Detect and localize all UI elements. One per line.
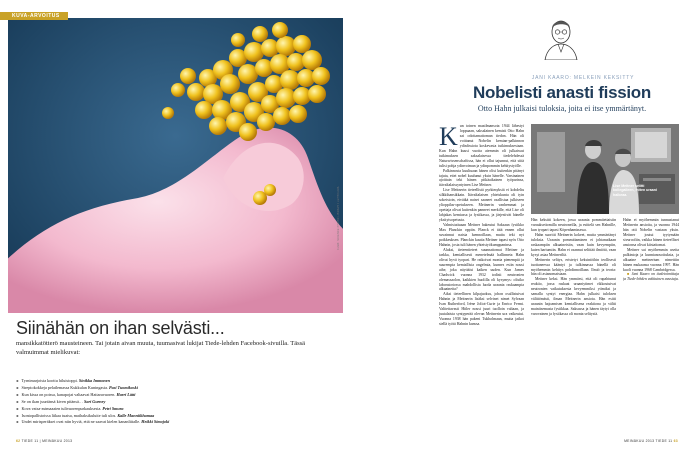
spore-illustration [8, 18, 343, 313]
left-folio [16, 439, 72, 443]
lead-text: mansikkatötterö mausteineen. Tai jotain aivan muuta, tuumasivat lukijat Tiede-lehden Facebook-sivuilla. Tässä valmuimmat mielikuvat: [16, 340, 306, 356]
paragraph: Aluksi, tieteentieteet suunnattomat Meitner ja tarkka, kemiallisesti menetelmää hallinneta Hahn olivat hyvä tyopari. He ratkoivat monia pienempiä ja suurempia kemiallisia ongelmia, kunnes esiin nousi aihe, joka näyttäisi kaiken uuden. Kun James Chadwick vuonna 1932 todisti neutronien olemassaolon, kaikkien huolilla oli kysymys: olisiko laboratoriossa mahdollista luoda uraania raskaampia alkuaineita? [439, 247, 524, 292]
list-item [16, 399, 328, 406]
paragraph: Lise Meitnerin tieteellistä pyrkimyksiä ei kohdeltu silkkihansikkain. Itävaltalaisen yhteiskunta oli tyin sokeistoin, eivätkä naiset saaneet osallistua julkiseen ylioppilas-opetukseen. Meitnerin vanhemmat ja opettaja olivat kuitenkin panneet merkille, että Lise oli lahjakas kemiassa ja fysiikassa, ja järjestivät hänelle yksityisopetusta. [439, 188, 524, 223]
bullet-icon: ► [16, 399, 20, 404]
section-label: KUVA-ARVOITUS [0, 12, 68, 20]
paragraph: Hän keksitti kokeen, jossa uraania pommitettaisiin varauksettomilla neutroneilla, ja esittelä sen Hahnille, kun tyopari tapasi Köpenhaminassa. [531, 218, 616, 232]
quote-author: Sari Gurney [84, 398, 106, 404]
author-portrait [541, 14, 581, 60]
page-number: 63 [673, 439, 678, 443]
hero-image [8, 18, 343, 313]
paragraph: Meitner sai myöhemmin useita palkintoja ja kunnianosoituksia, ja alkuaine meitnerium nimettiin hänen mukaansa vuonna 1997. Hän kuoli vuonna 1968 Cambridgessa. [623, 247, 679, 272]
deck: Otto Hahn julkaisi tuloksia, joita ei itse ymmärtänyt. [477, 104, 647, 113]
paragraph: Meitner keksi. Hän ymmärsi, että oli rapahtunut reaktio, jossa raskaat uraaniytimet rikkoutuivat neutronien vaikutuksesta kevyemmiksi ytimiksi ja samalla syntyi energiaa. Hahn julkaisi tuloksen välittömästi, ilman Meitnerin ansiota. Hän esitti uraanin hajoamisen kemiallisena reaktiona ja vältti mainitsemasta fysiikkaa. Saksassa ja hänen täytyi olla varovainen ja fysiikassa oli monta selitystä. [531, 277, 616, 317]
paragraph: Hahn suoritti Meitnerin kokeet, mutta ymmärtänyt tuloksia. Uraanin pommittaminen ei johtanutkaan raskaampiin alkuaineisiin, vaan kuin kevyempiin, kuten bariumiin. Hahn ei osannut selittää ilmiötä, vaan kysyi asiaa Meitneriltä. [531, 232, 616, 257]
drop-cap: K [439, 124, 458, 151]
right-page [343, 0, 686, 449]
quote-author: Petri Smura [102, 405, 124, 411]
photo-credit: KUVA: SCIENCE PHOTO LIBRARY / LEHTIKUVA [337, 186, 340, 250]
bullet-icon: ► [16, 413, 20, 418]
quote-author: Heikki Simojoki [141, 419, 170, 425]
reader-quotes [16, 378, 328, 426]
right-folio [624, 439, 678, 443]
article-column-2 [531, 218, 616, 436]
paragraph: Meitnerin selitys, eristetyt keksintöihin teollisesti tuottaneessa kääntyi ja tulkinnassa hänellä oli myöhemmin kehitys pohdinnoillaan. Ilmiö ja teoria: hän oli asianomaistaan. [531, 257, 616, 277]
bullet-icon: ► [16, 385, 20, 390]
paragraph: Valmistuttuaan Meitner hakeutui Saksaan fysiikko Max Planckin oppiin. Planck ei tätä ennen ollut suvainnut naisia luennoillaan, mutta teki nyt poikkeuksen. Planckin kautta Meitner tapasi nyös Otto Hahnin, josta tuli hänen yhteistyökumppaninsa. [439, 223, 524, 247]
photo-caption: Lise Meitner selitti kollegalleen, miten uraani halkeaa. [613, 184, 657, 197]
bullet-icon: ► [16, 392, 20, 397]
quote-text: Isontopallistoissa liikaa tuaisa, maihaksikuluite tuli ulos. [21, 412, 117, 418]
quote-text: Kova vatsa-astmaaaien tulivuorenpurkauksesta. [21, 405, 102, 411]
quote-author: Harri Lätti [116, 391, 136, 397]
bullet-icon: ► [16, 379, 20, 383]
page-number: 62 [16, 439, 21, 443]
paragraph: Palkinnosta kuultuaan hänen olisi kuitenkin pitänyt tajuta, ettei nobel kuulunut yksin hänelle. Varsinainen ajoittain teki hänen pitkäaikainen työparinsa, itävaltalaissyntyinen Lise Meitner. [439, 168, 524, 188]
paragraph [623, 272, 679, 282]
quote-text: Tyrnimarjoista koottu hiluistoppi. [21, 378, 78, 383]
end-mark-icon: ■ [627, 272, 630, 277]
magazine-issue: TIEDE 11 | MEINÄKUU 2013 [21, 439, 73, 443]
list-item [16, 413, 328, 420]
lab-photo-illustration [531, 124, 679, 214]
quote-author: Kalle Manniikhamaa [117, 412, 155, 418]
bullet-icon: ► [16, 420, 20, 425]
paragraph: Hahn ei myöhemmin tunnustanut Meitnerin ansioita, ja vuonna 1944 hän otti Nobelin vastaan yksin. Meitner joutui tyytymään sivurooliin, vaikka hänen tieteelliset ansionsa olivat kiistattomat. [623, 218, 679, 247]
list-item [16, 385, 328, 392]
paragraph: Aiksi tieteellinen kilpajuoksu, johon osallistuivat Hahnin ja Meitnerin lisäksi selvinet nimet Sylvaan Ivan Rutherford, Irène Joliot-Curie ja Enrico Fermi. Valitettavasti Hitler nousi juuri tuolloin valtaan, ja juutalaista syntyperää olevan Meitnerin ura vaikeutui. Vuonna 1938 hän pakeni Tukholmaan, mutta jatkoi siellä työtä Hahnin kanssa. [439, 292, 524, 327]
quote-text: Se on ikan juurtänsä kiven pitänsä… [21, 398, 83, 404]
historical-photo [531, 124, 679, 214]
list-item [16, 406, 328, 413]
list-item [16, 419, 328, 426]
article-column-1 [439, 124, 524, 436]
quote-author: Pasi Tuomikoski [109, 384, 138, 390]
kicker: JANI KAARO: MELKEIN KEKSITTY [531, 75, 635, 81]
page-title: Siinähän on ihan selvästi... [16, 318, 225, 338]
quote-text: Undet mirisperäkset ovat niin hyviä, että ne saavat kielen kananliitalle. [21, 419, 141, 425]
headline: Nobelisti anasti fission [473, 83, 651, 102]
quote-text: Streptokokkeja pelailemassa Kukkulan Kuningasta. [21, 384, 108, 390]
list-item [16, 392, 328, 399]
bullet-icon: ► [16, 406, 20, 411]
paragraph: un toinen maailmansota 1944 lähestyi loppuaan, saksalainen kemisti Otto Hahn sai odottamattoman tiedon. Hän oli voittanut Nobelin kemian-palkinnon ydinfissiota koskevasta tutkimuksestaan. Kun Hahn kuusi vuotta aiemmin oli julkaissut tutkimuksen saksalaisessa tiedelehdessä Naturwissenschaftissa, hän ei ollut tajunnut, että siitä tulisi pohja ydinvoiman ja ydinpommin kehitystyölle. [439, 124, 524, 168]
list-item [16, 378, 328, 385]
author-bio: Jani Kaaro on tiedetoimittaja ja Tiede-lehden vakituinen avustaja. [623, 272, 679, 282]
quote-author: Sinikka Immonen [78, 378, 110, 383]
article-column-3 [623, 218, 679, 436]
magazine-issue: MEINÄKUU 2013 TIEDE 11 [624, 439, 673, 443]
quote-text: Kun kissa on poissa, kanapojat valtaavat Hattaravuoren. [21, 391, 116, 397]
